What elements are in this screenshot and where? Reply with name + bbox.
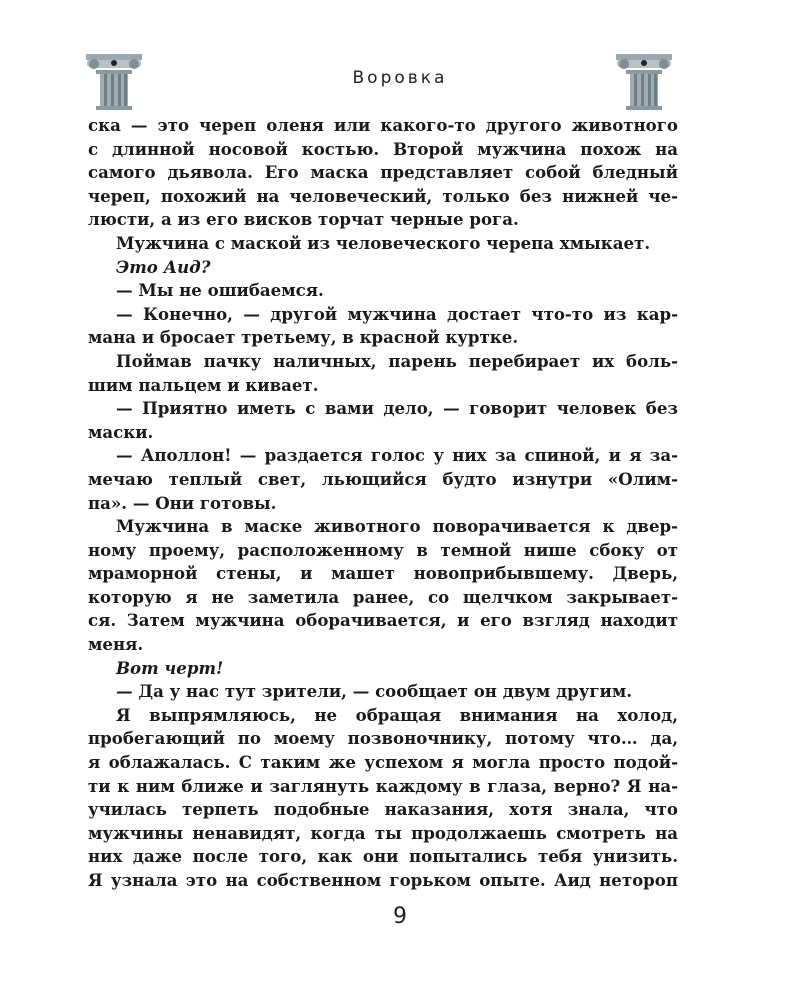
text-line: Поймав пачку наличных, парень перебирает их боль-	[116, 350, 678, 371]
text-line: с длинной носовой костью. Второй мужчина похож на	[88, 138, 678, 159]
text-line: — Мы не ошибаемся.	[116, 280, 324, 301]
text-line: пробегающий по моему позвоночнику, потому что… да,	[88, 728, 678, 749]
text-line: — Да у нас тут зрители, — сообщает он двум другим.	[116, 681, 633, 702]
text-line: самого дьявола. Его маска представляет собой бледный	[88, 162, 678, 183]
text-line: Вот черт!	[116, 657, 224, 678]
text-line: — Конечно, — другой мужчина достает что-то из кар-	[116, 303, 678, 324]
text-line: — Приятно иметь с вами дело, — говорит человек без	[116, 398, 678, 419]
text-line: па». — Они готовы.	[88, 492, 277, 513]
text-line: Это Аид?	[116, 256, 211, 277]
text-line: Мужчина с маской из человеческого черепа хмыкает.	[116, 232, 651, 253]
text-line: мана и бросает третьему, в красной куртке.	[88, 327, 519, 348]
text-line: училась терпеть подобные наказания, хотя знала, что	[88, 799, 678, 820]
text-line: я облажалась. С таким же успехом я могла просто подой-	[88, 752, 678, 773]
text-line: ти к ним ближе и заглянуть каждому в глаза, верно? Я на-	[88, 775, 678, 796]
text-line: люсти, а из его висков торчат черные рога.	[88, 209, 519, 230]
text-line: Я выпрямляюсь, не обращая внимания на холод,	[116, 704, 678, 725]
text-line: мечаю теплый свет, льющийся будто изнутри «Олим-	[88, 468, 678, 489]
text-line: маски.	[88, 421, 154, 442]
body-text	[88, 114, 678, 893]
text-line: Я узнала это на собственном горьком опыте. Аид нетороп	[88, 870, 678, 890]
page-number: 9	[393, 904, 407, 929]
text-line: ному проему, расположенному в темной нише сбоку от	[88, 539, 678, 560]
text-line: Мужчина в маске животного поворачивается к двер-	[116, 516, 678, 537]
text-line: — Аполлон! — раздается голос у них за спиной, и я за-	[116, 445, 678, 466]
text-line: ся. Затем мужчина оборачивается, и его взгляд находит	[88, 610, 678, 631]
text-line: них даже после того, как они попытались тебя унизить.	[88, 846, 678, 867]
text-line: шим пальцем и кивает.	[88, 374, 319, 395]
greek-column-icon	[612, 54, 676, 110]
text-line: череп, похожий на человеческий, только без нижней че-	[88, 185, 678, 206]
running-title: Воровка	[352, 68, 448, 88]
text-line: которую я не заметила ранее, со щелчком закрывает-	[88, 586, 678, 607]
text-line: меня.	[88, 634, 144, 655]
text-line: мужчины ненавидят, когда ты продолжаешь смотреть на	[88, 822, 678, 843]
text-line: мраморной стены, и машет новоприбывшему. Дверь,	[88, 563, 678, 584]
text-line: ска — это череп оленя или какого-то другого животного	[88, 115, 678, 135]
